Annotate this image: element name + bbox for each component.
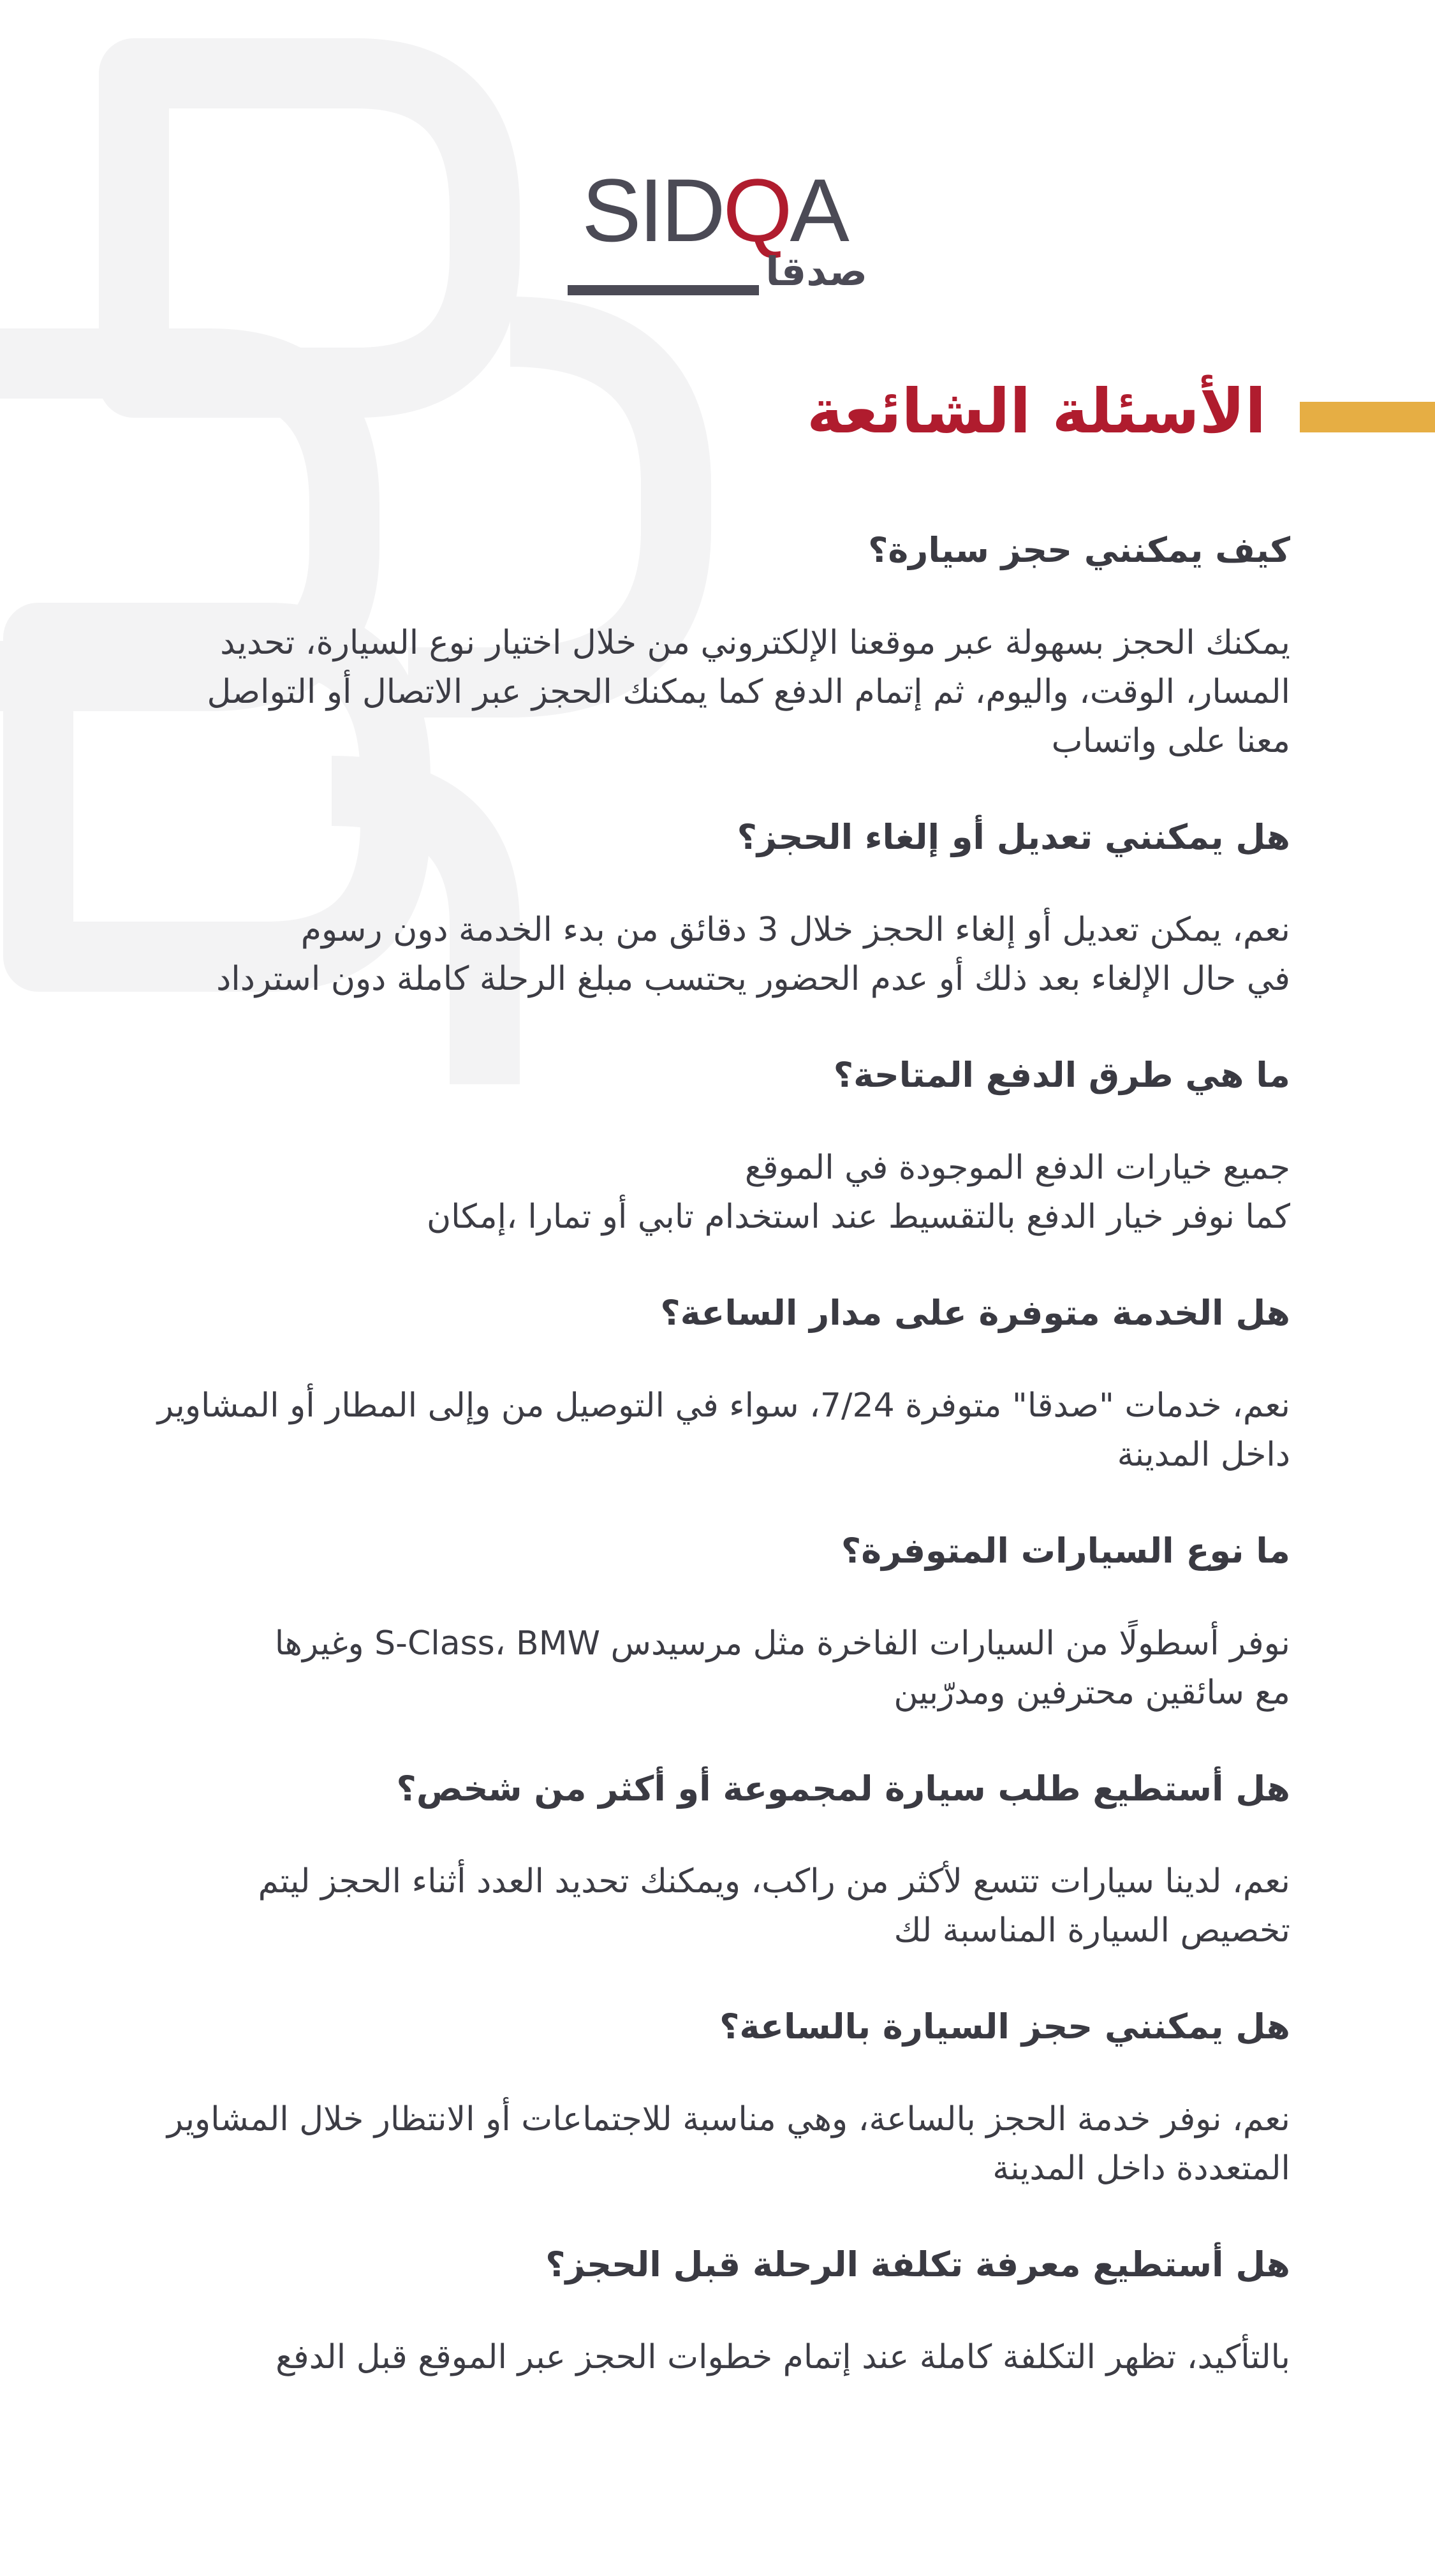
faq-question: هل الخدمة متوفرة على مدار الساعة؟ xyxy=(660,1293,1290,1333)
logo-arabic-text: صدقا xyxy=(765,248,867,295)
faq-question: كيف يمكنني حجز سيارة؟ xyxy=(868,530,1290,570)
faq-list xyxy=(133,526,1290,2429)
faq-question: هل أستطيع طلب سيارة لمجموعة أو أكثر من شخص؟ xyxy=(396,1769,1290,1809)
faq-answer-line: تخصيص السيارة المناسبة لك xyxy=(894,1911,1290,1950)
logo-wordmark-accent: Q xyxy=(723,160,790,260)
faq-answer xyxy=(133,1857,1290,1955)
faq-answer xyxy=(133,619,1290,766)
faq-answer-line: مع سائقين محترفين ومدرّبين xyxy=(894,1674,1290,1712)
faq-answer-line: يمكنك الحجز بسهولة عبر موقعنا الإلكتروني من خلال اختيار نوع السيارة، تحديد xyxy=(220,624,1290,662)
faq-answer-line: نوفر أسطولًا من السيارات الفاخرة مثل مرسيدس S-Class، BMW وغيرها xyxy=(274,1624,1290,1663)
faq-answer-line: بالتأكيد، تظهر التكلفة كاملة عند إتمام خطوات الحجز عبر الموقع قبل الدفع xyxy=(276,2338,1290,2376)
faq-answer-line: في حال الإلغاء بعد ذلك أو عدم الحضور يحتسب مبلغ الرحلة كاملة دون استرداد xyxy=(216,960,1290,998)
faq-answer xyxy=(133,2333,1290,2382)
faq-answer xyxy=(133,1144,1290,1242)
faq-answer-line: المتعددة داخل المدينة xyxy=(992,2149,1290,2188)
faq-answer xyxy=(133,1619,1290,1718)
faq-question: هل أستطيع معرفة تكلفة الرحلة قبل الحجز؟ xyxy=(545,2244,1290,2285)
faq-item xyxy=(133,526,1290,766)
logo-arabic-wordmark xyxy=(561,246,867,303)
faq-answer xyxy=(133,906,1290,1004)
faq-item xyxy=(133,2241,1290,2382)
faq-answer-line: داخل المدينة xyxy=(1117,1436,1290,1474)
faq-question: ما نوع السيارات المتوفرة؟ xyxy=(841,1531,1290,1571)
logo-wordmark-part: SID xyxy=(582,160,723,260)
faq-item xyxy=(133,1527,1290,1718)
faq-answer-line: نعم، يمكن تعديل أو إلغاء الحجز خلال 3 دقائق من بدء الخدمة دون رسوم xyxy=(300,911,1290,949)
faq-question: ما هي طرق الدفع المتاحة؟ xyxy=(833,1055,1290,1095)
faq-item xyxy=(133,1051,1290,1242)
title-accent-bar xyxy=(1300,402,1435,432)
logo-wordmark-part: A xyxy=(790,160,847,260)
faq-answer-line: كما نوفر خيار الدفع بالتقسيط عند استخدام تابي أو تمارا ،إمكان xyxy=(426,1198,1290,1236)
faq-item xyxy=(133,813,1290,1004)
faq-answer-line: نعم، لدينا سيارات تتسع لأكثر من راكب، ويمكنك تحديد العدد أثناء الحجز ليتم xyxy=(258,1862,1290,1901)
brand-logo xyxy=(561,160,867,303)
faq-question: هل يمكنني تعديل أو إلغاء الحجز؟ xyxy=(737,817,1290,857)
faq-answer-line: جميع خيارات الدفع الموجودة في الموقع xyxy=(744,1149,1290,1187)
logo-wordmark xyxy=(561,160,867,260)
faq-answer-line: نعم، خدمات "صدقا" متوفرة 7/24، سواء في التوصيل من وإلى المطار أو المشاوير xyxy=(157,1387,1290,1425)
faq-answer-line: معنا على واتساب xyxy=(1051,722,1290,760)
faq-item xyxy=(133,1765,1290,1955)
page-title: الأسئلة الشائعة xyxy=(807,376,1266,447)
faq-answer-line: المسار، الوقت، واليوم، ثم إتمام الدفع كما يمكنك الحجز عبر الاتصال أو التواصل xyxy=(207,673,1290,711)
page-header xyxy=(0,370,1435,453)
faq-item xyxy=(133,2003,1290,2193)
faq-item xyxy=(133,1289,1290,1480)
faq-answer xyxy=(133,1381,1290,1480)
faq-answer xyxy=(133,2095,1290,2193)
faq-answer-line: نعم، نوفر خدمة الحجز بالساعة، وهي مناسبة للاجتماعات أو الانتظار خلال المشاوير xyxy=(166,2100,1290,2138)
faq-question: هل يمكنني حجز السيارة بالساعة؟ xyxy=(719,2006,1290,2047)
